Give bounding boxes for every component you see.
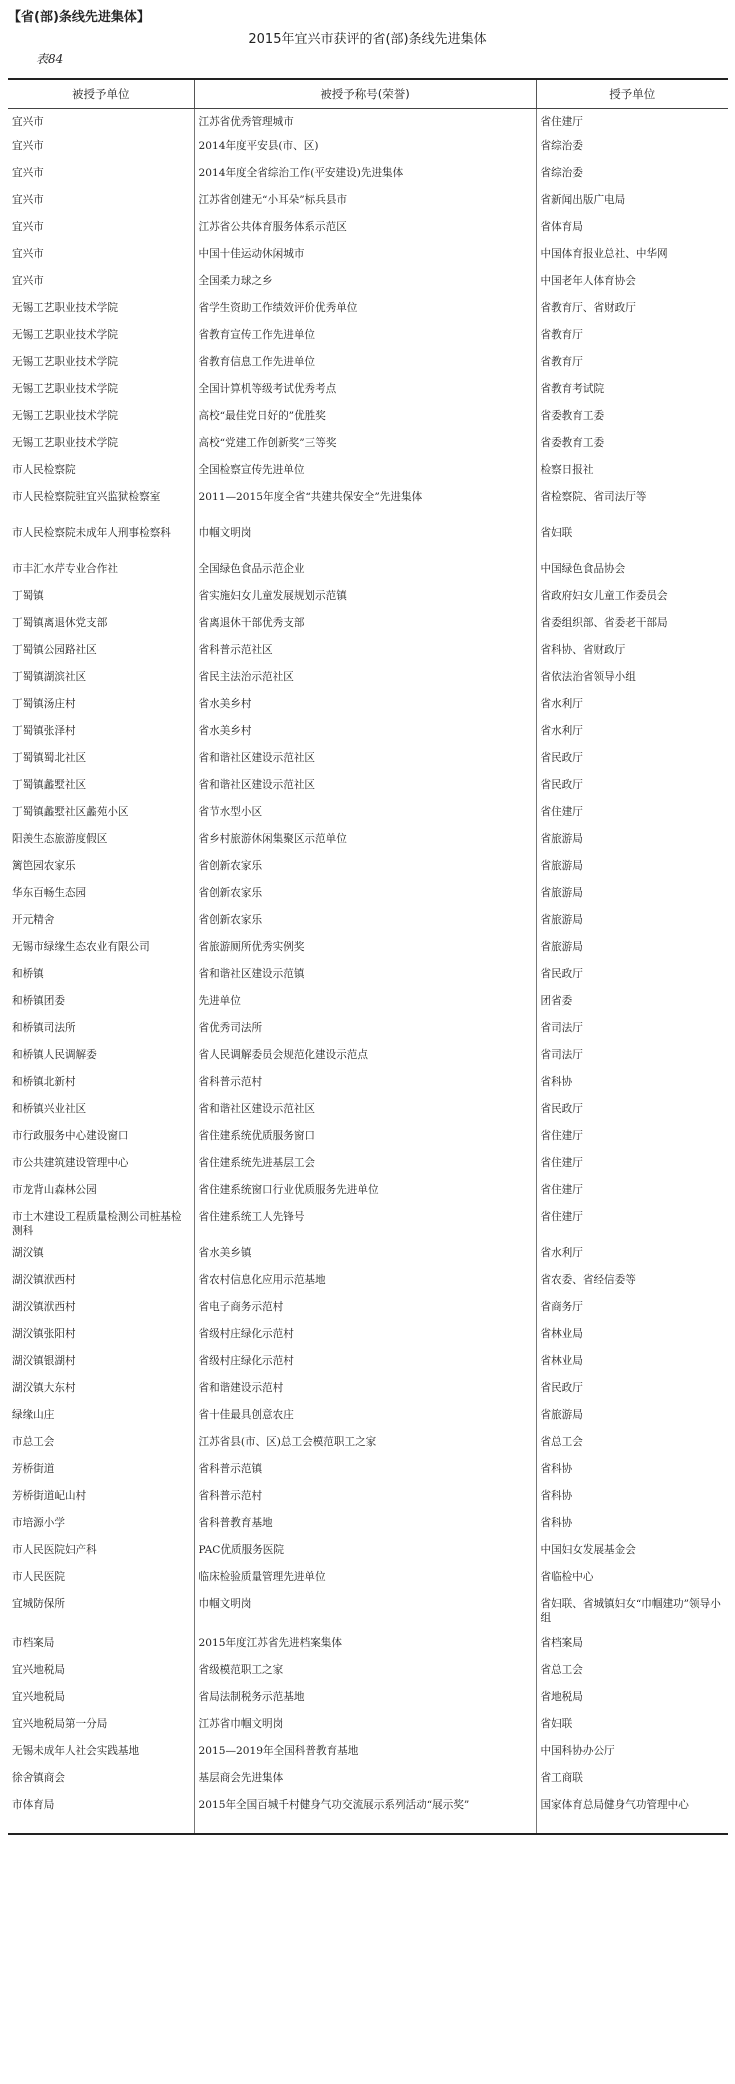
cell-recipient: 丁蜀镇张泽村 xyxy=(12,724,76,737)
table-row xyxy=(8,1486,728,1513)
table-row xyxy=(8,829,728,856)
cell-recipient: 篱笆园农家乐 xyxy=(12,859,76,872)
cell-honor: 高校“最佳党日好的”优胜奖 xyxy=(194,406,536,433)
table-row xyxy=(8,244,728,271)
cell-grantor: 省旅游局 xyxy=(536,1405,728,1432)
cell-recipient: 湖㳇镇银湖村 xyxy=(12,1354,76,1367)
cell-grantor: 省司法厅 xyxy=(536,1045,728,1072)
cell-grantor: 省住建厅 xyxy=(536,1126,728,1153)
cell-honor: 全国柔力球之乡 xyxy=(194,271,536,298)
cell-honor: 江苏省巾帼文明岗 xyxy=(194,1714,536,1741)
cell-grantor: 省新闻出版广电局 xyxy=(536,190,728,217)
cell-honor: 2015年全国百城千村健身气功交流展示系列活动“展示奖” xyxy=(194,1795,536,1834)
cell-honor: 省住建系统先进基层工会 xyxy=(194,1153,536,1180)
cell-grantor: 省旅游局 xyxy=(536,883,728,910)
table-row xyxy=(8,640,728,667)
cell-honor: 江苏省公共体育服务体系示范区 xyxy=(194,217,536,244)
cell-recipient: 宜兴市 xyxy=(12,274,44,287)
cell-recipient: 和桥镇人民调解委 xyxy=(12,1048,97,1061)
cell-honor: 省创新农家乐 xyxy=(194,910,536,937)
cell-honor: 省和谐社区建设示范镇 xyxy=(194,964,536,991)
table-row xyxy=(8,1633,728,1660)
cell-honor: 省科普示范村 xyxy=(194,1486,536,1513)
table-row xyxy=(8,1378,728,1405)
cell-recipient: 丁蜀镇湖滨社区 xyxy=(12,670,87,683)
cell-honor: 省住建系统优质服务窗口 xyxy=(194,1126,536,1153)
cell-grantor: 省依法治省领导小组 xyxy=(536,667,728,694)
cell-grantor: 中国体育报业总社、中华网 xyxy=(536,244,728,271)
cell-grantor: 省检察院、省司法厅等 xyxy=(536,487,728,523)
cell-grantor: 省水利厅 xyxy=(536,1243,728,1270)
column-header-honor: 被授予称号(荣誉) xyxy=(194,79,536,109)
cell-honor: 省局法制税务示范基地 xyxy=(194,1687,536,1714)
cell-grantor: 省临检中心 xyxy=(536,1567,728,1594)
cell-recipient: 无锡工艺职业技术学院 xyxy=(12,355,118,368)
cell-honor: PAC优质服务医院 xyxy=(194,1540,536,1567)
cell-recipient: 丁蜀镇蜀北社区 xyxy=(12,751,87,764)
cell-recipient: 宜兴市 xyxy=(12,193,44,206)
cell-honor: 省旅游厕所优秀实例奖 xyxy=(194,937,536,964)
table-header xyxy=(8,79,728,109)
cell-recipient: 无锡工艺职业技术学院 xyxy=(12,382,118,395)
table-row xyxy=(8,163,728,190)
cell-grantor: 省教育厅 xyxy=(536,325,728,352)
cell-grantor: 省妇联 xyxy=(536,1714,728,1741)
cell-recipient: 市人民检察院驻宜兴监狱检察室 xyxy=(12,490,161,503)
table-row xyxy=(8,379,728,406)
cell-grantor: 省水利厅 xyxy=(536,694,728,721)
table-row xyxy=(8,1324,728,1351)
cell-recipient: 华东百畅生态园 xyxy=(12,886,87,899)
cell-grantor: 省商务厅 xyxy=(536,1297,728,1324)
table-row xyxy=(8,613,728,640)
cell-recipient: 丁蜀镇蠡墅社区蠡苑小区 xyxy=(12,805,129,818)
table-row xyxy=(8,1714,728,1741)
cell-honor: 省级模范职工之家 xyxy=(194,1660,536,1687)
cell-honor: 省和谐建设示范村 xyxy=(194,1378,536,1405)
cell-grantor: 检察日报社 xyxy=(536,460,728,487)
table-row xyxy=(8,1405,728,1432)
table-row xyxy=(8,1660,728,1687)
cell-honor: 省水美乡村 xyxy=(194,694,536,721)
column-header-grantor: 授予单位 xyxy=(536,79,728,109)
cell-grantor: 省地税局 xyxy=(536,1687,728,1714)
cell-grantor: 省综治委 xyxy=(536,136,728,163)
table-number: 表84 xyxy=(36,52,64,66)
cell-honor: 省实施妇女儿童发展规划示范镇 xyxy=(194,586,536,613)
cell-recipient: 无锡市绿缘生态农业有限公司 xyxy=(12,940,150,953)
cell-recipient: 丁蜀镇蠡墅社区 xyxy=(12,778,87,791)
cell-recipient: 宜兴市 xyxy=(12,166,44,179)
table-row xyxy=(8,1072,728,1099)
table-row xyxy=(8,1432,728,1459)
cell-honor: 省电子商务示范村 xyxy=(194,1297,536,1324)
cell-honor: 省水美乡镇 xyxy=(194,1243,536,1270)
table-row xyxy=(8,856,728,883)
cell-grantor: 省住建厅 xyxy=(536,802,728,829)
cell-honor: 省乡村旅游休闲集聚区示范单位 xyxy=(194,829,536,856)
table-row xyxy=(8,883,728,910)
cell-recipient: 湖㳇镇 xyxy=(12,1246,44,1259)
cell-grantor: 省科协 xyxy=(536,1513,728,1540)
cell-grantor: 省住建厅 xyxy=(536,1180,728,1207)
table-row xyxy=(8,109,728,136)
cell-recipient: 市行政服务中心建设窗口 xyxy=(12,1129,129,1142)
cell-recipient: 和桥镇兴业社区 xyxy=(12,1102,87,1115)
cell-grantor: 省总工会 xyxy=(536,1660,728,1687)
table-row xyxy=(8,991,728,1018)
table-row xyxy=(8,523,728,559)
cell-grantor: 省教育厅 xyxy=(536,352,728,379)
table-row xyxy=(8,1153,728,1180)
cell-honor: 省科普示范社区 xyxy=(194,640,536,667)
cell-honor: 2014年度全省综治工作(平安建设)先进集体 xyxy=(194,163,536,190)
table-row xyxy=(8,694,728,721)
table-row xyxy=(8,1126,728,1153)
cell-grantor: 省科协 xyxy=(536,1072,728,1099)
cell-grantor: 省体育局 xyxy=(536,217,728,244)
cell-honor: 省级村庄绿化示范村 xyxy=(194,1324,536,1351)
cell-honor: 省住建系统窗口行业优质服务先进单位 xyxy=(194,1180,536,1207)
cell-grantor: 省旅游局 xyxy=(536,937,728,964)
cell-honor: 省节水型小区 xyxy=(194,802,536,829)
cell-honor: 省学生资助工作绩效评价优秀单位 xyxy=(194,298,536,325)
cell-honor: 巾帼文明岗 xyxy=(194,1594,536,1633)
cell-recipient: 徐舍镇商会 xyxy=(12,1771,65,1784)
table-row xyxy=(8,559,728,586)
table-row xyxy=(8,1270,728,1297)
cell-grantor: 省民政厅 xyxy=(536,1378,728,1405)
table-row xyxy=(8,667,728,694)
table-row xyxy=(8,217,728,244)
table-row xyxy=(8,352,728,379)
cell-grantor: 省委教育工委 xyxy=(536,433,728,460)
cell-recipient: 宜兴市 xyxy=(12,247,44,260)
cell-recipient: 市总工会 xyxy=(12,1435,55,1448)
table-row xyxy=(8,1243,728,1270)
table-row xyxy=(8,1795,728,1834)
table-row xyxy=(8,748,728,775)
table-row xyxy=(8,964,728,991)
cell-recipient: 市公共建筑建设管理中心 xyxy=(12,1156,129,1169)
cell-honor: 省科普示范村 xyxy=(194,1072,536,1099)
cell-grantor: 省教育厅、省财政厅 xyxy=(536,298,728,325)
cell-honor: 巾帼文明岗 xyxy=(194,523,536,559)
cell-grantor: 省司法厅 xyxy=(536,1018,728,1045)
cell-recipient: 宜兴地税局 xyxy=(12,1663,65,1676)
cell-recipient: 和桥镇 xyxy=(12,967,44,980)
cell-honor: 先进单位 xyxy=(194,991,536,1018)
cell-recipient: 宜兴市 xyxy=(12,139,44,152)
cell-honor: 省创新农家乐 xyxy=(194,883,536,910)
cell-recipient: 宜兴地税局 xyxy=(12,1690,65,1703)
cell-grantor: 省水利厅 xyxy=(536,721,728,748)
cell-grantor: 省综治委 xyxy=(536,163,728,190)
cell-grantor: 中国老年人体育协会 xyxy=(536,271,728,298)
cell-recipient: 湖㳇镇大东村 xyxy=(12,1381,76,1394)
table-body xyxy=(8,109,728,1834)
table-row xyxy=(8,1297,728,1324)
table-row xyxy=(8,1045,728,1072)
table-row xyxy=(8,775,728,802)
cell-grantor: 省工商联 xyxy=(536,1768,728,1795)
cell-recipient: 芳桥街道屺山村 xyxy=(12,1489,87,1502)
cell-recipient: 市培源小学 xyxy=(12,1516,65,1529)
cell-recipient: 市人民医院妇产科 xyxy=(12,1543,97,1556)
table-title: 2015年宜兴市获评的省(部)条线先进集体 xyxy=(248,32,487,47)
cell-honor: 省教育信息工作先进单位 xyxy=(194,352,536,379)
table-row xyxy=(8,721,728,748)
cell-recipient: 和桥镇司法所 xyxy=(12,1021,76,1034)
cell-honor: 省水美乡村 xyxy=(194,721,536,748)
cell-honor: 省和谐社区建设示范社区 xyxy=(194,748,536,775)
table-row xyxy=(8,910,728,937)
cell-recipient: 市档案局 xyxy=(12,1636,55,1649)
honors-table xyxy=(8,78,728,1835)
cell-honor: 2015—2019年全国科普教育基地 xyxy=(194,1741,536,1768)
cell-grantor: 省民政厅 xyxy=(536,748,728,775)
cell-honor: 省教育宣传工作先进单位 xyxy=(194,325,536,352)
cell-grantor: 省旅游局 xyxy=(536,856,728,883)
cell-grantor: 省旅游局 xyxy=(536,910,728,937)
cell-grantor: 省科协 xyxy=(536,1486,728,1513)
cell-recipient: 绿缘山庄 xyxy=(12,1408,55,1421)
cell-recipient: 宜城防保所 xyxy=(12,1597,65,1610)
cell-grantor: 省委教育工委 xyxy=(536,406,728,433)
cell-grantor: 省委组织部、省委老干部局 xyxy=(536,613,728,640)
table-row xyxy=(8,937,728,964)
cell-honor: 江苏省县(市、区)总工会模范职工之家 xyxy=(194,1432,536,1459)
table-row xyxy=(8,1459,728,1486)
table-row xyxy=(8,802,728,829)
cell-honor: 2014年度平安县(市、区) xyxy=(194,136,536,163)
cell-recipient: 芳桥街道 xyxy=(12,1462,55,1475)
section-heading: 【省(部)条线先进集体】 xyxy=(8,10,150,25)
cell-grantor: 中国绿色食品协会 xyxy=(536,559,728,586)
cell-honor: 全国绿色食品示范企业 xyxy=(194,559,536,586)
cell-honor: 省民主法治示范社区 xyxy=(194,667,536,694)
cell-honor: 省优秀司法所 xyxy=(194,1018,536,1045)
cell-recipient: 无锡未成年人社会实践基地 xyxy=(12,1744,140,1757)
cell-honor: 江苏省创建无“小耳朵”标兵县市 xyxy=(194,190,536,217)
cell-recipient: 丁蜀镇 xyxy=(12,589,44,602)
cell-grantor: 省住建厅 xyxy=(536,1207,728,1243)
cell-grantor: 省林业局 xyxy=(536,1351,728,1378)
table-row xyxy=(8,271,728,298)
table-row xyxy=(8,1768,728,1795)
cell-honor: 临床检验质量管理先进单位 xyxy=(194,1567,536,1594)
cell-recipient: 无锡工艺职业技术学院 xyxy=(12,436,118,449)
table-row xyxy=(8,1180,728,1207)
table-row xyxy=(8,1567,728,1594)
cell-recipient: 丁蜀镇汤庄村 xyxy=(12,697,76,710)
cell-recipient: 开元精舍 xyxy=(12,913,55,926)
cell-grantor: 省总工会 xyxy=(536,1432,728,1459)
cell-recipient: 市人民医院 xyxy=(12,1570,65,1583)
cell-grantor: 省农委、省经信委等 xyxy=(536,1270,728,1297)
cell-recipient: 丁蜀镇离退休党支部 xyxy=(12,616,108,629)
table-row xyxy=(8,1687,728,1714)
cell-grantor: 省民政厅 xyxy=(536,1099,728,1126)
table-row xyxy=(8,1351,728,1378)
cell-honor: 高校“党建工作创新奖”三等奖 xyxy=(194,433,536,460)
cell-recipient: 无锡工艺职业技术学院 xyxy=(12,301,118,314)
cell-honor: 2015年度江苏省先进档案集体 xyxy=(194,1633,536,1660)
cell-grantor: 省林业局 xyxy=(536,1324,728,1351)
cell-recipient: 市人民检察院 xyxy=(12,463,76,476)
cell-grantor: 省政府妇女儿童工作委员会 xyxy=(536,586,728,613)
cell-grantor: 省住建厅 xyxy=(536,109,728,136)
cell-honor: 江苏省优秀管理城市 xyxy=(194,109,536,136)
cell-honor: 省住建系统工人先锋号 xyxy=(194,1207,536,1243)
cell-recipient: 无锡工艺职业技术学院 xyxy=(12,328,118,341)
cell-recipient: 无锡工艺职业技术学院 xyxy=(12,409,118,422)
cell-grantor: 省档案局 xyxy=(536,1633,728,1660)
table-row xyxy=(8,1513,728,1540)
cell-honor: 省十佳最具创意农庄 xyxy=(194,1405,536,1432)
cell-recipient: 和桥镇团委 xyxy=(12,994,65,1007)
cell-honor: 全国检察宣传先进单位 xyxy=(194,460,536,487)
cell-honor: 省和谐社区建设示范社区 xyxy=(194,775,536,802)
cell-recipient: 市龙背山森林公园 xyxy=(12,1183,97,1196)
table-row xyxy=(8,190,728,217)
cell-grantor: 省妇联、省城镇妇女“巾帼建功”领导小组 xyxy=(536,1594,728,1633)
cell-grantor: 团省委 xyxy=(536,991,728,1018)
table-row xyxy=(8,1741,728,1768)
cell-recipient: 丁蜀镇公园路社区 xyxy=(12,643,97,656)
cell-honor: 省农村信息化应用示范基地 xyxy=(194,1270,536,1297)
cell-honor: 2011—2015年度全省“共建共保安全”先进集体 xyxy=(194,487,536,523)
cell-honor: 省和谐社区建设示范社区 xyxy=(194,1099,536,1126)
cell-grantor: 中国科协办公厅 xyxy=(536,1741,728,1768)
cell-grantor: 省科协、省财政厅 xyxy=(536,640,728,667)
table-row xyxy=(8,1018,728,1045)
cell-honor: 全国计算机等级考试优秀考点 xyxy=(194,379,536,406)
cell-honor: 省人民调解委员会规范化建设示范点 xyxy=(194,1045,536,1072)
cell-recipient: 市土木建设工程质量检测公司桩基检测科 xyxy=(12,1210,182,1237)
cell-recipient: 湖㳇镇洑西村 xyxy=(12,1300,76,1313)
cell-honor: 省科普教育基地 xyxy=(194,1513,536,1540)
cell-recipient: 宜兴市 xyxy=(12,220,44,233)
cell-grantor: 省住建厅 xyxy=(536,1153,728,1180)
table-row xyxy=(8,1099,728,1126)
cell-honor: 中国十佳运动休闲城市 xyxy=(194,244,536,271)
cell-honor: 省离退休干部优秀支部 xyxy=(194,613,536,640)
cell-recipient: 市人民检察院未成年人刑事检察科 xyxy=(12,526,171,539)
table-row xyxy=(8,1207,728,1243)
cell-honor: 省科普示范镇 xyxy=(194,1459,536,1486)
cell-grantor: 省妇联 xyxy=(536,523,728,559)
cell-grantor: 省教育考试院 xyxy=(536,379,728,406)
cell-grantor: 国家体育总局健身气功管理中心 xyxy=(536,1795,728,1834)
cell-recipient: 宜兴地税局第一分局 xyxy=(12,1717,108,1730)
cell-recipient: 宜兴市 xyxy=(12,116,44,128)
cell-recipient: 市体育局 xyxy=(8,1795,194,1834)
column-header-recipient: 被授予单位 xyxy=(8,79,194,109)
table-row xyxy=(8,433,728,460)
table-row xyxy=(8,1540,728,1567)
cell-recipient: 市丰汇水芹专业合作社 xyxy=(12,562,118,575)
cell-grantor: 省民政厅 xyxy=(536,775,728,802)
cell-honor: 基层商会先进集体 xyxy=(194,1768,536,1795)
table-row xyxy=(8,406,728,433)
table-row xyxy=(8,487,728,523)
cell-recipient: 阳羡生态旅游度假区 xyxy=(12,832,108,845)
table-row xyxy=(8,136,728,163)
table-row xyxy=(8,325,728,352)
cell-grantor: 省科协 xyxy=(536,1459,728,1486)
cell-honor: 省级村庄绿化示范村 xyxy=(194,1351,536,1378)
cell-recipient: 和桥镇北新村 xyxy=(12,1075,76,1088)
table-row xyxy=(8,1594,728,1633)
table-row xyxy=(8,298,728,325)
table-row xyxy=(8,586,728,613)
table-row xyxy=(8,460,728,487)
cell-recipient: 湖㳇镇张阳村 xyxy=(12,1327,76,1340)
cell-grantor: 省民政厅 xyxy=(536,964,728,991)
cell-honor: 省创新农家乐 xyxy=(194,856,536,883)
cell-grantor: 中国妇女发展基金会 xyxy=(536,1540,728,1567)
cell-recipient: 湖㳇镇洑西村 xyxy=(12,1273,76,1286)
cell-grantor: 省旅游局 xyxy=(536,829,728,856)
